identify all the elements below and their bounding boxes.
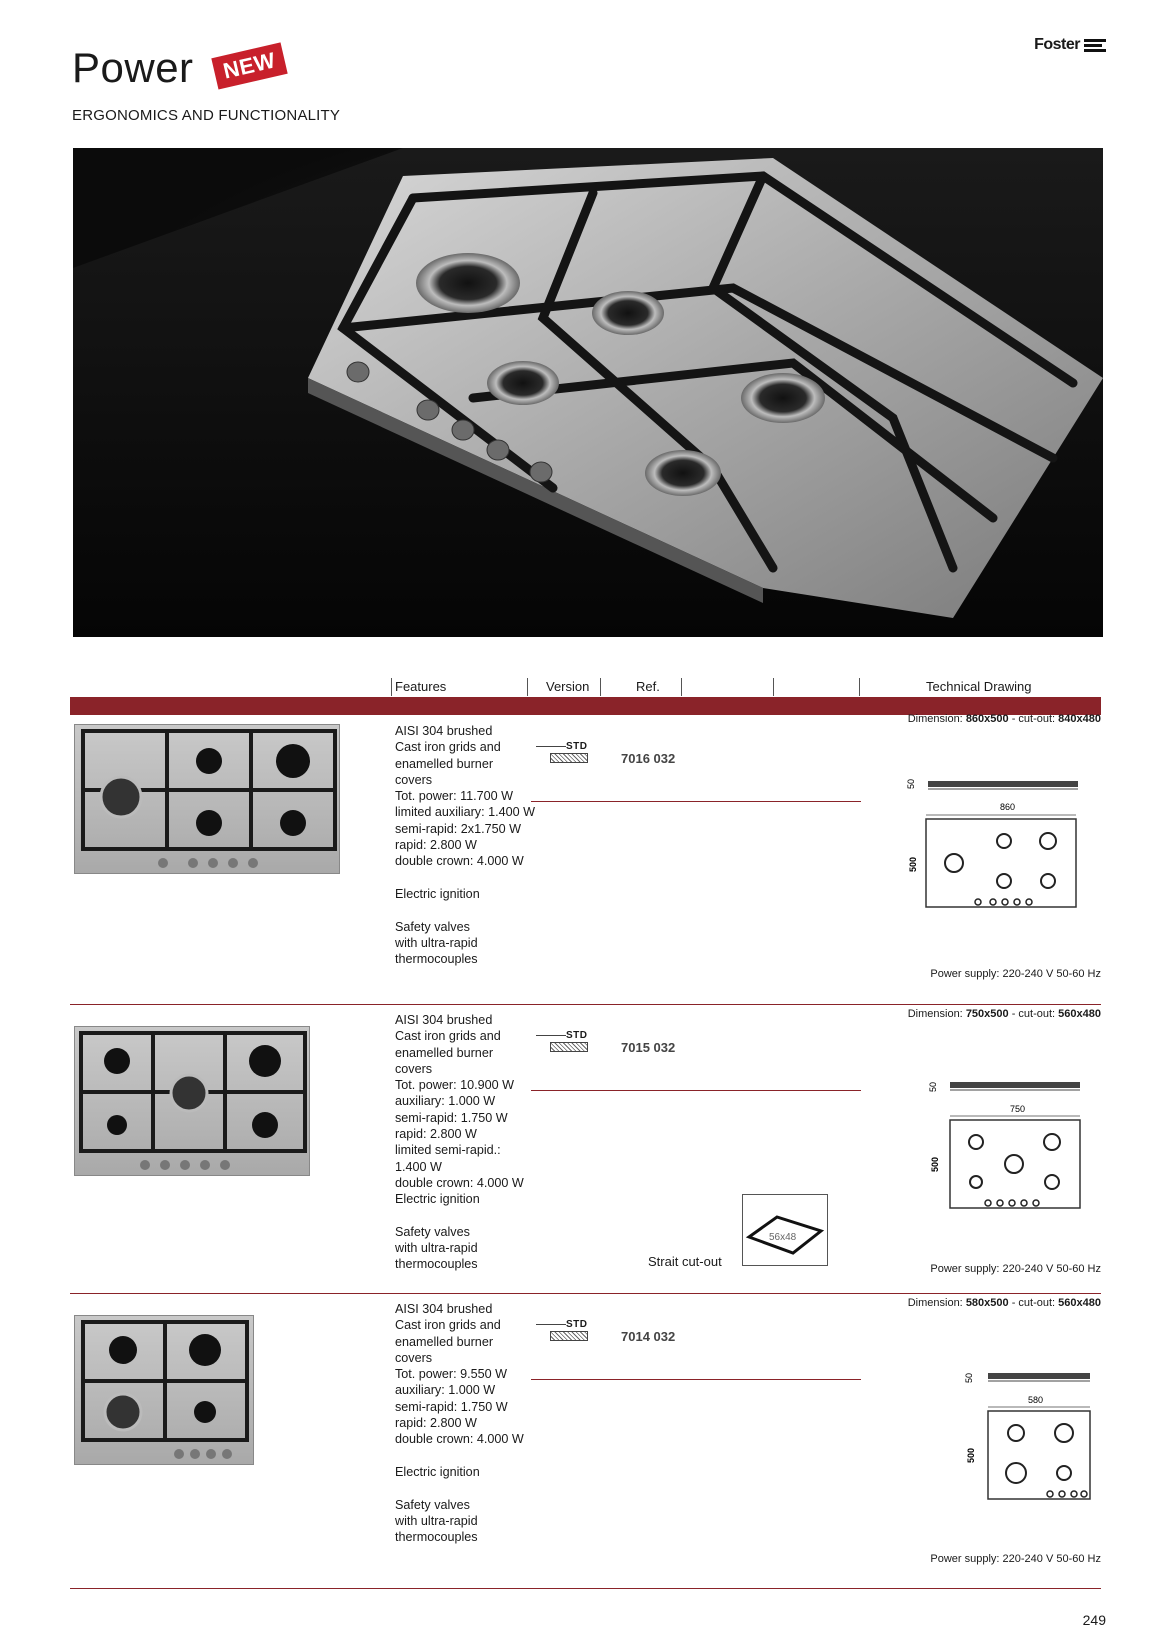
dimension-line: Dimension: 580x500 - cut-out: 560x480 xyxy=(907,1297,1101,1309)
row-separator xyxy=(70,1004,1101,1005)
row-rule xyxy=(531,1090,861,1091)
technical-drawing xyxy=(908,773,1103,913)
product-row-7016032 xyxy=(70,713,1101,988)
power-supply: Power supply: 220-240 V 50-60 Hz xyxy=(930,1553,1101,1565)
technical-drawing xyxy=(930,1076,1100,1216)
version-label: STD xyxy=(566,1030,588,1041)
product-features: AISI 304 brushed Cast iron grids and enamelled burner covers Tot. power: 10.900 W auxiliary: 1.000 W semi-rapid: 1.750 W rapid: 2.800 W limited semi-rapid.: 1.400 W double crown: 4.000 W Electric ignition Safety valves with ultra-rapid thermocouples xyxy=(395,1013,524,1272)
std-version-icon xyxy=(536,1318,592,1344)
std-version-icon xyxy=(536,740,592,766)
row-rule xyxy=(531,801,861,802)
product-ref: 7015 032 xyxy=(621,1040,676,1055)
column-separator xyxy=(600,678,601,696)
drawing-height-50: 50 xyxy=(906,778,916,789)
power-supply: Power supply: 220-240 V 50-60 Hz xyxy=(930,968,1101,980)
hero-product-photo xyxy=(73,148,1103,637)
column-separator xyxy=(859,678,860,696)
column-separator xyxy=(773,678,774,696)
page-subtitle: ERGONOMICS AND FUNCTIONALITY xyxy=(72,107,341,124)
drawing-height-50: 50 xyxy=(928,1081,938,1092)
table-header xyxy=(391,678,1102,696)
product-ref: 7014 032 xyxy=(621,1329,676,1344)
column-header-version: Version xyxy=(546,679,590,694)
column-separator xyxy=(681,678,682,696)
version-label: STD xyxy=(566,1319,588,1330)
dimension-line: Dimension: 750x500 - cut-out: 560x480 xyxy=(907,1008,1101,1020)
page-title: Power xyxy=(72,44,194,91)
version-label: STD xyxy=(566,741,588,752)
page-bottom-rule xyxy=(70,1588,1101,1589)
std-version-icon xyxy=(536,1029,592,1055)
product-row-7015032 xyxy=(70,1008,1101,1288)
product-photo xyxy=(74,724,340,874)
product-ref: 7016 032 xyxy=(621,751,676,766)
drawing-width-label: 580 xyxy=(1028,1395,1044,1405)
column-separator xyxy=(391,678,392,696)
power-supply: Power supply: 220-240 V 50-60 Hz xyxy=(930,1263,1101,1275)
drawing-width-label: 860 xyxy=(1000,802,1016,812)
technical-drawing xyxy=(966,1367,1101,1507)
drawing-height-50: 50 xyxy=(964,1372,974,1383)
brand-name: Foster xyxy=(1034,36,1080,53)
page-number: 249 xyxy=(1082,1612,1106,1628)
column-header-technical-drawing: Technical Drawing xyxy=(926,679,1032,694)
brand-mark-icon xyxy=(1084,39,1106,52)
column-header-ref: Ref. xyxy=(636,679,660,694)
column-separator xyxy=(527,678,528,696)
brand-logo xyxy=(1034,36,1106,54)
strait-cutout-diagram xyxy=(742,1194,828,1266)
column-header-features: Features xyxy=(395,679,447,694)
drawing-height-label: 500 xyxy=(930,1156,940,1172)
product-features: AISI 304 brushed Cast iron grids and enamelled burner covers Tot. power: 11.700 W limited auxiliary: 1.400 W semi-rapid: 2x1.750 W rapid: 2.800 W double crown: 4.000 W Electric ignition Safety valves with ultra-rapid thermocouples xyxy=(395,724,535,967)
row-separator xyxy=(70,1293,1101,1294)
dimension-line: Dimension: 860x500 - cut-out: 840x480 xyxy=(907,713,1101,725)
strait-cutout-label: Strait cut-out xyxy=(648,1254,722,1269)
new-badge: NEW xyxy=(211,42,287,89)
product-photo xyxy=(74,1315,254,1465)
row-rule xyxy=(531,1379,861,1380)
drawing-width-label: 750 xyxy=(1010,1104,1026,1114)
product-row-7014032 xyxy=(70,1297,1101,1582)
drawing-height-label: 500 xyxy=(966,1447,976,1463)
product-photo xyxy=(74,1026,310,1176)
drawing-height-label: 500 xyxy=(908,856,918,872)
product-features: AISI 304 brushed Cast iron grids and enamelled burner covers Tot. power: 9.550 W auxiliary: 1.000 W semi-rapid: 1.750 W rapid: 2.800 W double crown: 4.000 W Electric ignition Safety valves with ultra-rapid thermocouples xyxy=(395,1302,524,1545)
cutout-size-label: 56x48 xyxy=(769,1232,797,1243)
